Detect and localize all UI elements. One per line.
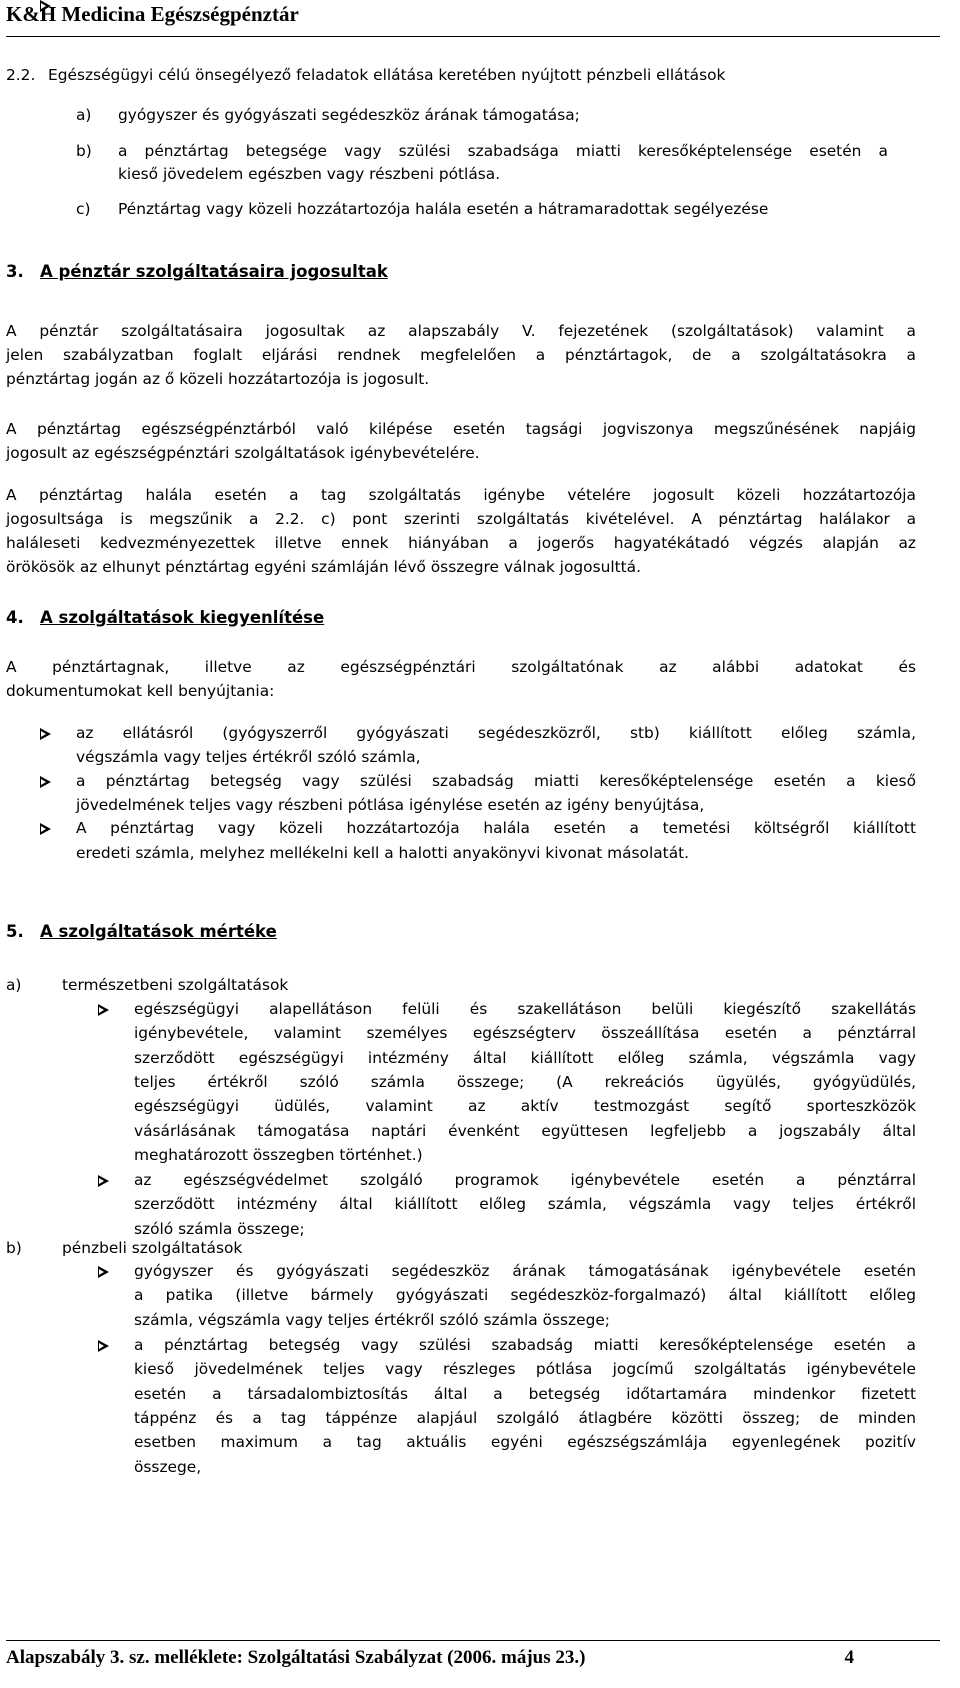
bullet-line: egészségügyi üdülés, valamint az aktív testmozgást segítő sporteszközök [134,1097,916,1116]
subsection-title: pénzbeli szolgáltatások [62,1239,243,1257]
paragraph-line: pénztártag jogán az ő közeli hozzátartozója is jogosult. [6,370,430,388]
paragraph-line: A pénztártag halála esetén a tag szolgáltatás igénybe vételére jogosult közeli hozzátartozója [6,486,916,504]
item-label: c) [76,200,91,218]
arrowhead-bullet-icon [98,1266,109,1278]
bullet-line: teljes értékről szóló számla összege; (A rekreációs ügyülés, gyógyüdülés, [134,1072,916,1091]
arrowhead-bullet-icon [40,776,51,788]
section-3-number: 3. [6,262,24,281]
bullet-line: egészségügyi alapellátáson felüli és szakellátáson belüli kiegészítő szakellátás [134,1000,916,1018]
section-3-title: A pénztár szolgáltatásaira jogosultak [40,262,388,281]
paragraph-line: A pénztártag egészségpénztárból való kilépése esetén tagsági jogviszonya megszűnésének napjáig [6,420,916,438]
arrowhead-bullet-icon [40,728,51,740]
bullet-line: gyógyszer és gyógyászati segédeszköz árának támogatásának igénybevétele esetén [134,1262,916,1280]
paragraph-line: jogosultsága is megszűnik a 2.2. c) pont szerinti szolgáltatás kivételével. A pénztártag halálakor a [6,510,916,528]
page-header [6,0,940,37]
bullet-line: táppénz és a tag táppénze alapjául szolgáló átlagbére közötti összeg; de minden [134,1408,916,1427]
item-label: b) [6,1239,22,1257]
bullet-line: szerződött egészségügyi intézmény által kiállított előleg számla, végszámla vagy [134,1048,916,1067]
bullet-line: a pénztártag betegség vagy szülési szabadság miatti keresőképtelensége esetén a [134,1336,916,1354]
arrowhead-bullet-icon [98,1004,109,1016]
section-5-title: A szolgáltatások mértéke [40,922,277,941]
section-5-number: 5. [6,922,24,941]
section-2-2-title: Egészségügyi célú önsegélyező feladatok ellátása keretében nyújtott pénzbeli ellátások [48,66,726,84]
item-label: b) [76,142,92,160]
section-4-number: 4. [6,608,24,627]
bullet-line: a pénztártag betegség vagy szülési szabadság miatti keresőképtelensége esetén a kieső [76,772,916,790]
bullet-line: igénybevétele, valamint személyes egészségterv összeállítása esetén a pénztárral [134,1024,916,1043]
item-label: a) [6,976,22,994]
arrowhead-bullet-icon [40,0,51,12]
section-4-title: A szolgáltatások kiegyenlítése [40,608,325,627]
bullet-line: jövedelmének teljes vagy részbeni pótlása igénylése esetén az igény benyújtása, [76,796,705,814]
item-text: Pénztártag vagy közeli hozzátartozója halála esetén a hátramaradottak segélyezése [118,200,769,218]
item-text: gyógyszer és gyógyászati segédeszköz árának támogatása; [118,106,580,124]
page-footer [6,1640,940,1668]
subsection-title: természetbeni szolgáltatások [62,976,289,994]
bullet-line: szóló számla összege; [134,1219,305,1238]
page-number: 4 [844,1647,854,1668]
bullet-line: szerződött intézmény által kiállított előleg számla, végszámla vagy teljes értékről [134,1195,916,1214]
paragraph-line: jelen szabályzatban foglalt eljárási rendnek megfelelően a pénztártagok, de a szolgáltatásokra a [6,346,916,364]
bullet-line: számla, végszámla vagy teljes értékről szóló számla összege; [134,1310,610,1329]
bullet-line: esetben maximum a tag aktuális egyéni egészségszámlája egyenlegének pozitív [134,1433,916,1452]
arrowhead-bullet-icon [40,823,51,835]
header-title: K&H Medicina Egészségpénztár [6,2,299,26]
bullet-line: az ellátásról (gyógyszerről gyógyászati segédeszközről, stb) kiállított előleg számla, [76,724,916,742]
paragraph-line: A pénztártagnak, illetve az egészségpénztári szolgáltatónak az alábbi adatokat és [6,658,916,676]
paragraph-line: haláleseti kedvezményezettek illetve ennek hiányában a jogerős hagyatékátadó végzés alapján az [6,534,916,552]
item-text: kieső jövedelem egészben vagy részbeni pótlása. [118,165,501,183]
arrowhead-bullet-icon [98,1175,109,1187]
footer-text: Alapszabály 3. sz. melléklete: Szolgáltatási Szabályzat (2006. május 23.) [6,1647,586,1668]
arrowhead-bullet-icon [98,1340,109,1352]
paragraph-line: jogosult az egészségpénztári szolgáltatások igénybevételére. [6,444,480,462]
bullet-line: meghatározott összegben történhet.) [134,1145,423,1164]
paragraph-line: örökösök az elhunyt pénztártag egyéni számláján lévő összegre válnak jogosulttá. [6,558,642,576]
bullet-line: végszámla vagy teljes értékről szóló számla, [76,748,421,766]
bullet-line: vásárlásának támogatása naptári évenként együttesen legfeljebb a jogszabály által [134,1121,916,1140]
section-2-2-number: 2.2. [6,66,36,84]
bullet-line: kieső jövedelmének teljes vagy részleges pótlása jogcímű szolgáltatás igénybevétele [134,1360,916,1379]
item-label: a) [76,106,92,124]
bullet-line: az egészségvédelmet szolgáló programok igénybevétele esetén a pénztárral [134,1171,916,1189]
bullet-line: a patika (illetve bármely gyógyászati segédeszköz-forgalmazó) által kiállított előleg [134,1286,916,1305]
bullet-line: összege, [134,1457,202,1476]
bullet-line: A pénztártag vagy közeli hozzátartozója halála esetén a temetési költségről kiállított [76,819,916,837]
bullet-line: esetén a társadalombiztosítás által a betegség időtartamára mindenkor fizetett [134,1384,916,1403]
bullet-line: eredeti számla, melyhez mellékelni kell a halotti anyakönyvi kivonat másolatát. [76,844,690,862]
item-text: a pénztártag betegsége vagy szülési szabadsága miatti keresőképtelensége esetén a [118,142,888,160]
paragraph-line: dokumentumokat kell benyújtania: [6,682,275,700]
paragraph-line: A pénztár szolgáltatásaira jogosultak az alapszabály V. fejezetének (szolgáltatások) valamint a [6,322,916,340]
